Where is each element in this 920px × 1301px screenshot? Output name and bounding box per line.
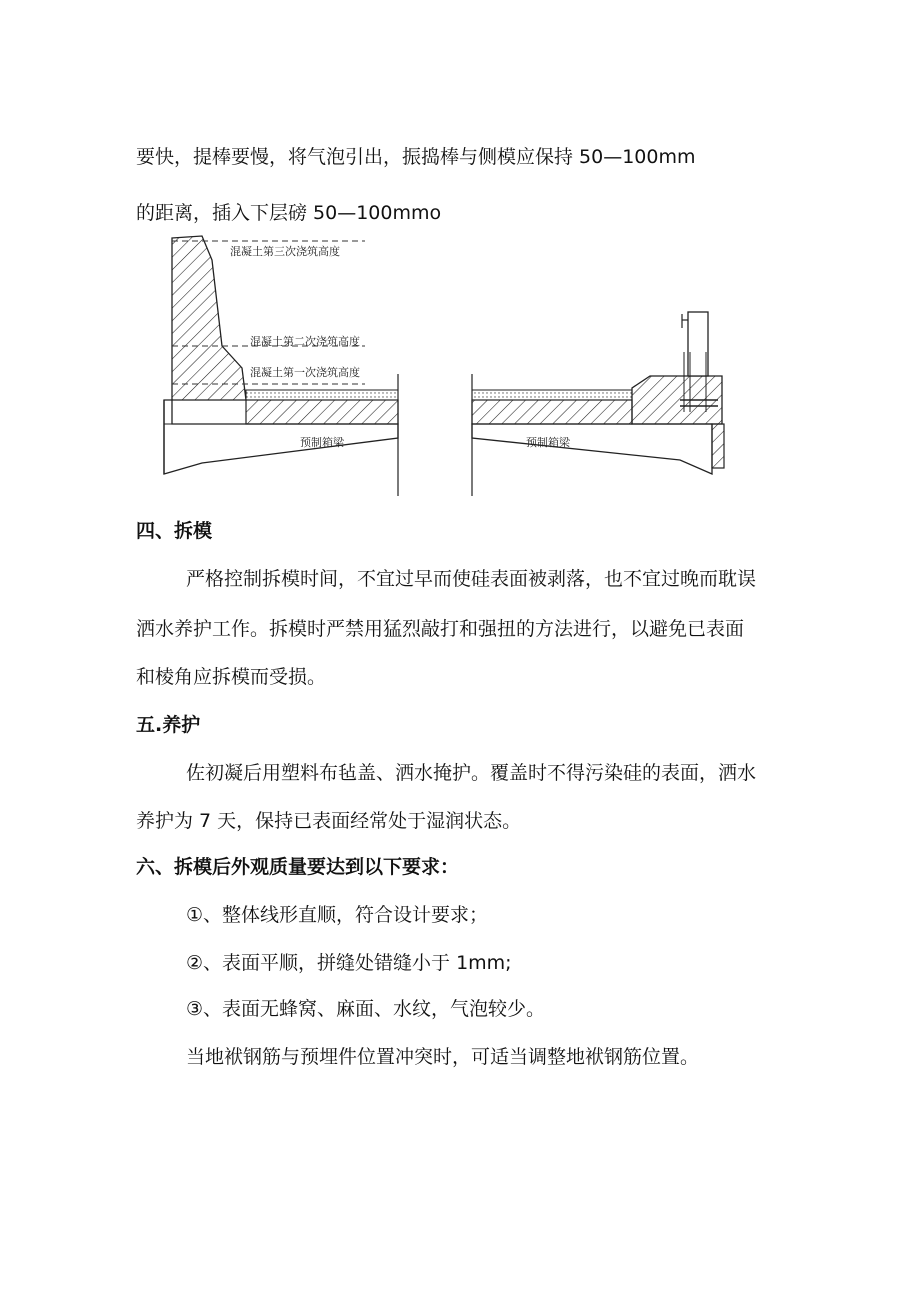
box-girder-label-left: 预制箱梁 <box>300 436 344 449</box>
second-pour-label: 混凝土第二次浇筑高度 <box>250 335 360 348</box>
first-pour-label: 混凝土第一次浇筑高度 <box>250 366 360 379</box>
deck-slab-right <box>472 400 632 424</box>
body-text-line: 的距离，插入下层磅 50—100mmo <box>136 202 442 224</box>
body-text-line: 养护为 7 天，保持已表面经常处于湿润状态。 <box>136 810 522 832</box>
third-pour-label: 混凝土第三次浇筑高度 <box>230 245 340 258</box>
body-text-line: 佐初凝后用塑料布毡盖、洒水掩护。覆盖时不得污染硅的表面，洒水 <box>186 762 757 784</box>
box-girder-label-right: 预制箱梁 <box>526 436 570 449</box>
section-4-title: 四、拆模 <box>136 520 213 542</box>
girder-web-right <box>712 424 724 468</box>
deck-pavement-left <box>246 390 398 400</box>
body-text-line: 要快，提棒要慢，将气泡引出，振捣棒与侧模应保持 50—100mm <box>136 146 696 168</box>
requirement-item: ①、整体线形直顺，符合设计要求； <box>186 904 489 926</box>
deck-pavement-right <box>472 390 632 400</box>
requirement-item: ②、表面平顺，拼缝处错缝小于 1mm; <box>186 952 512 974</box>
deck-slab-left <box>246 400 398 424</box>
requirement-item: ③、表面无蜂窝、麻面、水纹，气泡较少。 <box>186 998 546 1020</box>
railing-post <box>688 312 708 376</box>
body-text-line: 洒水养护工作。拆模时严禁用猛烈敲打和强扭的方法进行，以避免已表面 <box>136 618 745 640</box>
body-text-line: 和棱角应拆模而受损。 <box>136 666 327 688</box>
body-text-line: 当地袱钢筋与预埋件位置冲突时，可适当调整地袱钢筋位置。 <box>186 1046 700 1068</box>
section-6-title: 六、拆模后外观质量要达到以下要求： <box>136 856 460 878</box>
pouring-height-diagram <box>150 228 750 500</box>
box-girder-right <box>472 424 712 474</box>
section-5-title: 五.养护 <box>136 714 201 736</box>
body-text-line: 严格控制拆模时间，不宜过早而使硅表面被剥落，也不宜过晚而耽误 <box>186 568 757 590</box>
parapet-section-left <box>172 236 246 400</box>
